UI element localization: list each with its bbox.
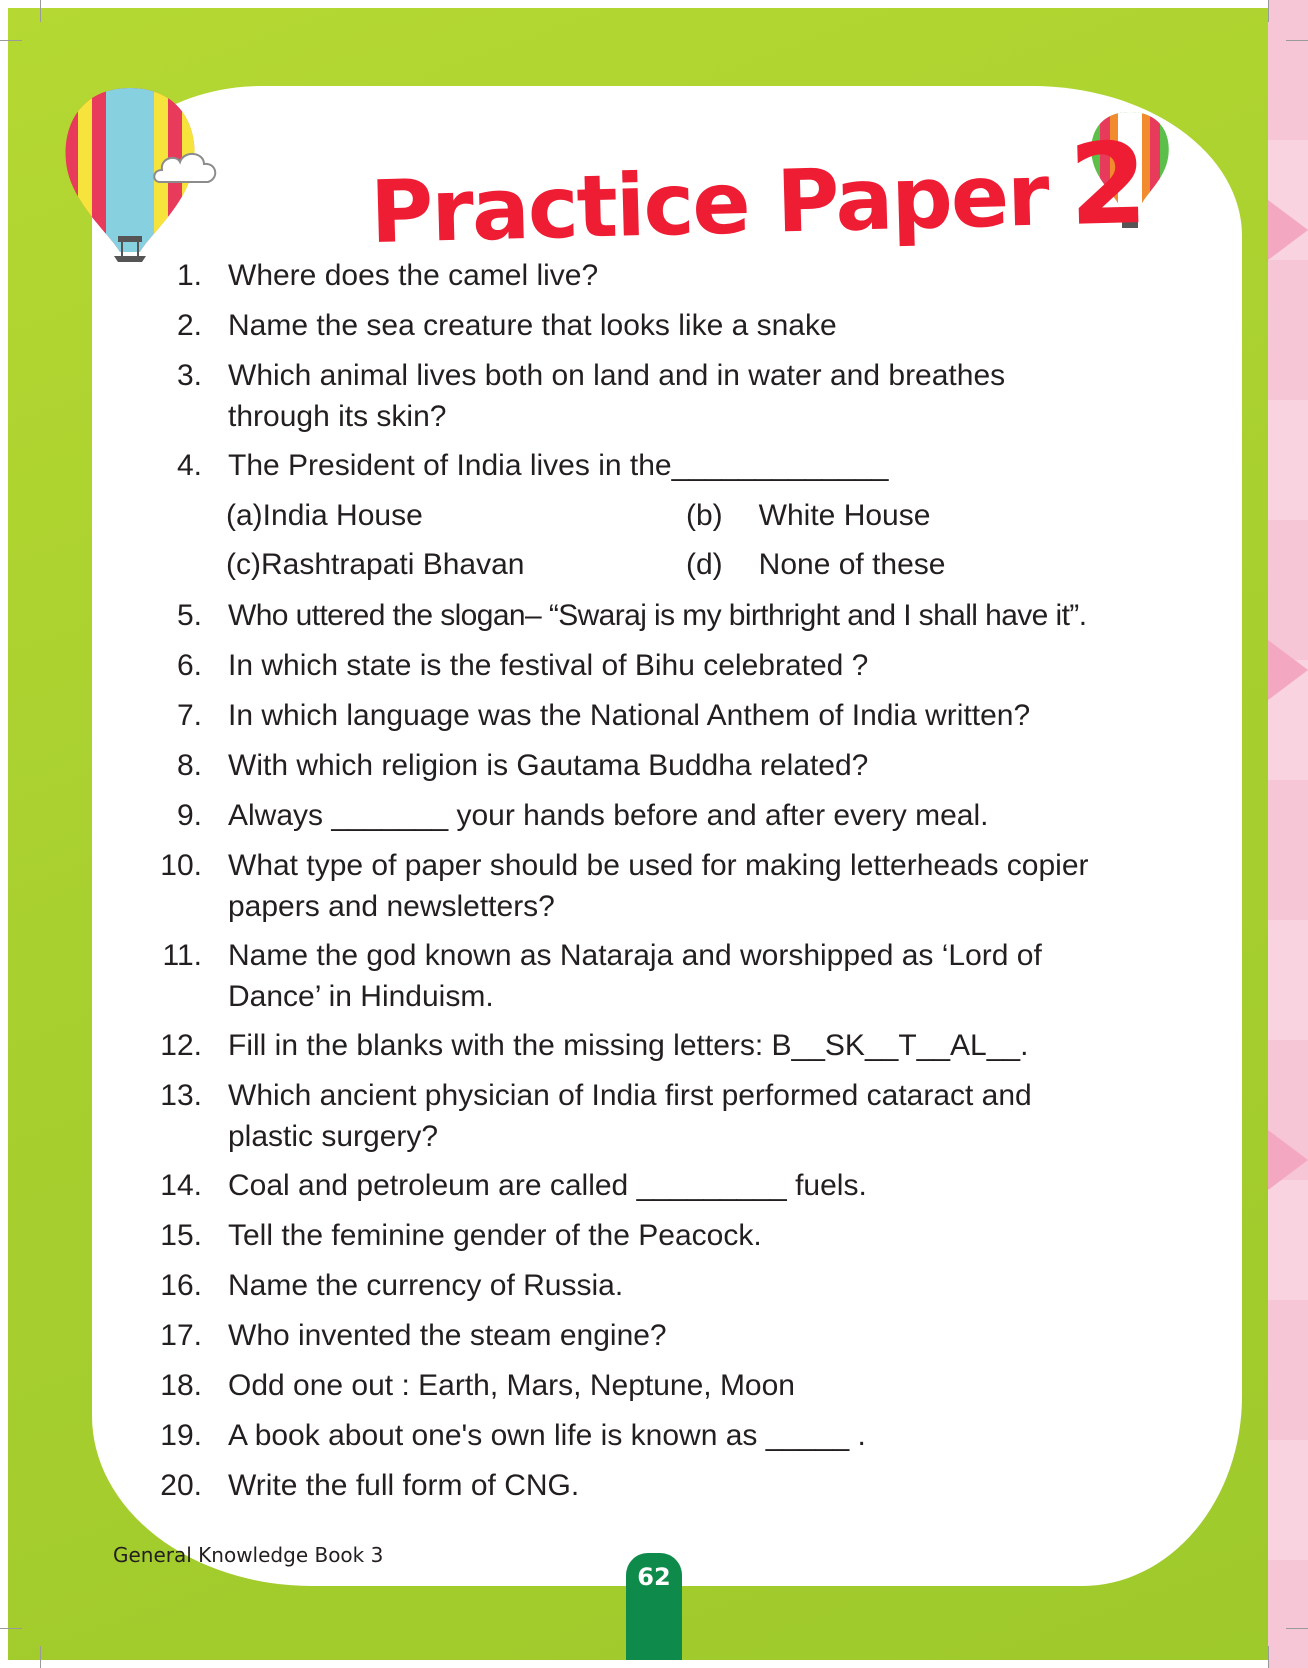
question-item [0, 1466, 1308, 1507]
question-text [228, 936, 1188, 1018]
question-text [228, 596, 1188, 637]
option-text: None of these [758, 548, 946, 581]
question-item [0, 1416, 1308, 1457]
question-text [228, 1266, 1188, 1307]
page-title-text: Practice Paper [369, 145, 1049, 264]
book-title-footer: General Knowledge Book 3 [113, 1543, 384, 1567]
question-text [228, 796, 1188, 837]
question-text [228, 1026, 1188, 1067]
question-item [0, 1216, 1308, 1257]
question-text-line: A book about one's own life is known as _____ . [228, 1419, 866, 1452]
question-text-line: Who invented the steam engine? [228, 1319, 667, 1352]
question-text [228, 696, 1188, 737]
question-text-line: Always _______ your hands before and after every meal. [228, 799, 989, 832]
question-text [228, 256, 1188, 297]
question-number: 20. [160, 1469, 202, 1502]
option-label: (c) [226, 548, 261, 581]
option-text: India House [262, 499, 423, 532]
question-text [228, 646, 1188, 687]
question-text-line: through its skin? [228, 400, 447, 433]
question-text [228, 1216, 1188, 1257]
question-item [0, 1166, 1308, 1207]
question-text-line: In which language was the National Anthem of India written? [228, 699, 1031, 732]
option-text: Rashtrapati Bhavan [260, 548, 525, 581]
question-text-line: Who uttered the slogan– “Swaraj is my birthright and I shall have it”. [228, 599, 1087, 632]
question-text-line: Name the god known as Nataraja and worshipped as ‘Lord of [228, 939, 1042, 972]
question-text [228, 746, 1188, 787]
question-number: 15. [160, 1219, 202, 1252]
question-number: 5. [176, 599, 202, 632]
question-item [0, 696, 1308, 737]
question-number: 16. [160, 1269, 202, 1302]
question-item [0, 846, 1308, 928]
question-text [228, 446, 1188, 487]
question-item [0, 596, 1308, 637]
question-item [0, 646, 1308, 687]
option-label: (d) [686, 548, 723, 581]
question-text [228, 1316, 1188, 1357]
question-text-line: Where does the camel live? [228, 259, 599, 292]
option-label: (a) [226, 499, 263, 532]
question-text-line: plastic surgery? [228, 1120, 439, 1153]
q4-option-c [226, 545, 524, 585]
question-number: 1. [176, 259, 202, 292]
question-item [0, 746, 1308, 787]
question-text [228, 356, 1188, 438]
question-item [0, 1316, 1308, 1357]
question-text-line: What type of paper should be used for making letterheads copier [228, 849, 1089, 882]
question-number: 17. [160, 1319, 202, 1352]
question-item [0, 796, 1308, 837]
page-number: 62 [637, 1563, 671, 1591]
question-text [228, 1366, 1188, 1407]
question-number: 19. [160, 1419, 202, 1452]
question-item [0, 936, 1308, 1018]
option-label: (b) [686, 499, 723, 532]
q4-option-a [226, 496, 423, 536]
question-number: 7. [176, 699, 202, 732]
question-text [228, 306, 1188, 347]
question-number: 6. [176, 649, 202, 682]
question-item [0, 256, 1308, 297]
question-text-line: With which religion is Gautama Buddha related? [228, 749, 869, 782]
question-number: 11. [162, 939, 202, 972]
question-text [228, 1166, 1188, 1207]
q4-option-b [686, 496, 930, 536]
question-item [0, 356, 1308, 438]
question-text-line: Which animal lives both on land and in water and breathes [228, 359, 1006, 392]
question-text-line: Tell the feminine gender of the Peacock. [228, 1219, 762, 1252]
question-text-line: In which state is the festival of Bihu celebrated ? [228, 649, 869, 682]
question-number: 8. [176, 749, 202, 782]
question-text-line: Name the currency of Russia. [228, 1269, 624, 1302]
question-text-line: Dance’ in Hinduism. [228, 980, 494, 1013]
question-text-line: Odd one out : Earth, Mars, Neptune, Moon [228, 1369, 795, 1402]
page-title-number: 2 [1067, 118, 1147, 251]
question-number: 13. [160, 1079, 202, 1112]
question-number: 2. [176, 309, 202, 342]
question-text-line: papers and newsletters? [228, 890, 555, 923]
question-text-line: Coal and petroleum are called _________ fuels. [228, 1169, 867, 1202]
question-number: 4. [176, 449, 202, 482]
question-text-line: Fill in the blanks with the missing letters: B__SK__T__AL__. [228, 1029, 1029, 1062]
option-text: White House [758, 499, 931, 532]
question-text-line: The President of India lives in the_____________ [228, 449, 889, 482]
question-text [228, 1466, 1188, 1507]
q4-option-d [686, 545, 945, 585]
question-item [0, 1366, 1308, 1407]
question-text [228, 1076, 1188, 1158]
question-number: 18. [160, 1369, 202, 1402]
question-text-line: Which ancient physician of India first performed cataract and [228, 1079, 1032, 1112]
question-number: 14. [160, 1169, 202, 1202]
question-number: 9. [176, 799, 202, 832]
question-text [228, 1416, 1188, 1457]
question-number: 12. [160, 1029, 202, 1062]
question-text [228, 846, 1188, 928]
question-item [0, 446, 1308, 487]
question-number: 3. [176, 359, 202, 392]
question-item [0, 306, 1308, 347]
question-item [0, 1076, 1308, 1158]
question-item [0, 1266, 1308, 1307]
question-item [0, 1026, 1308, 1067]
question-text-line: Name the sea creature that looks like a snake [228, 309, 837, 342]
question-text-line: Write the full form of CNG. [228, 1469, 580, 1502]
question-number: 10. [160, 849, 202, 882]
